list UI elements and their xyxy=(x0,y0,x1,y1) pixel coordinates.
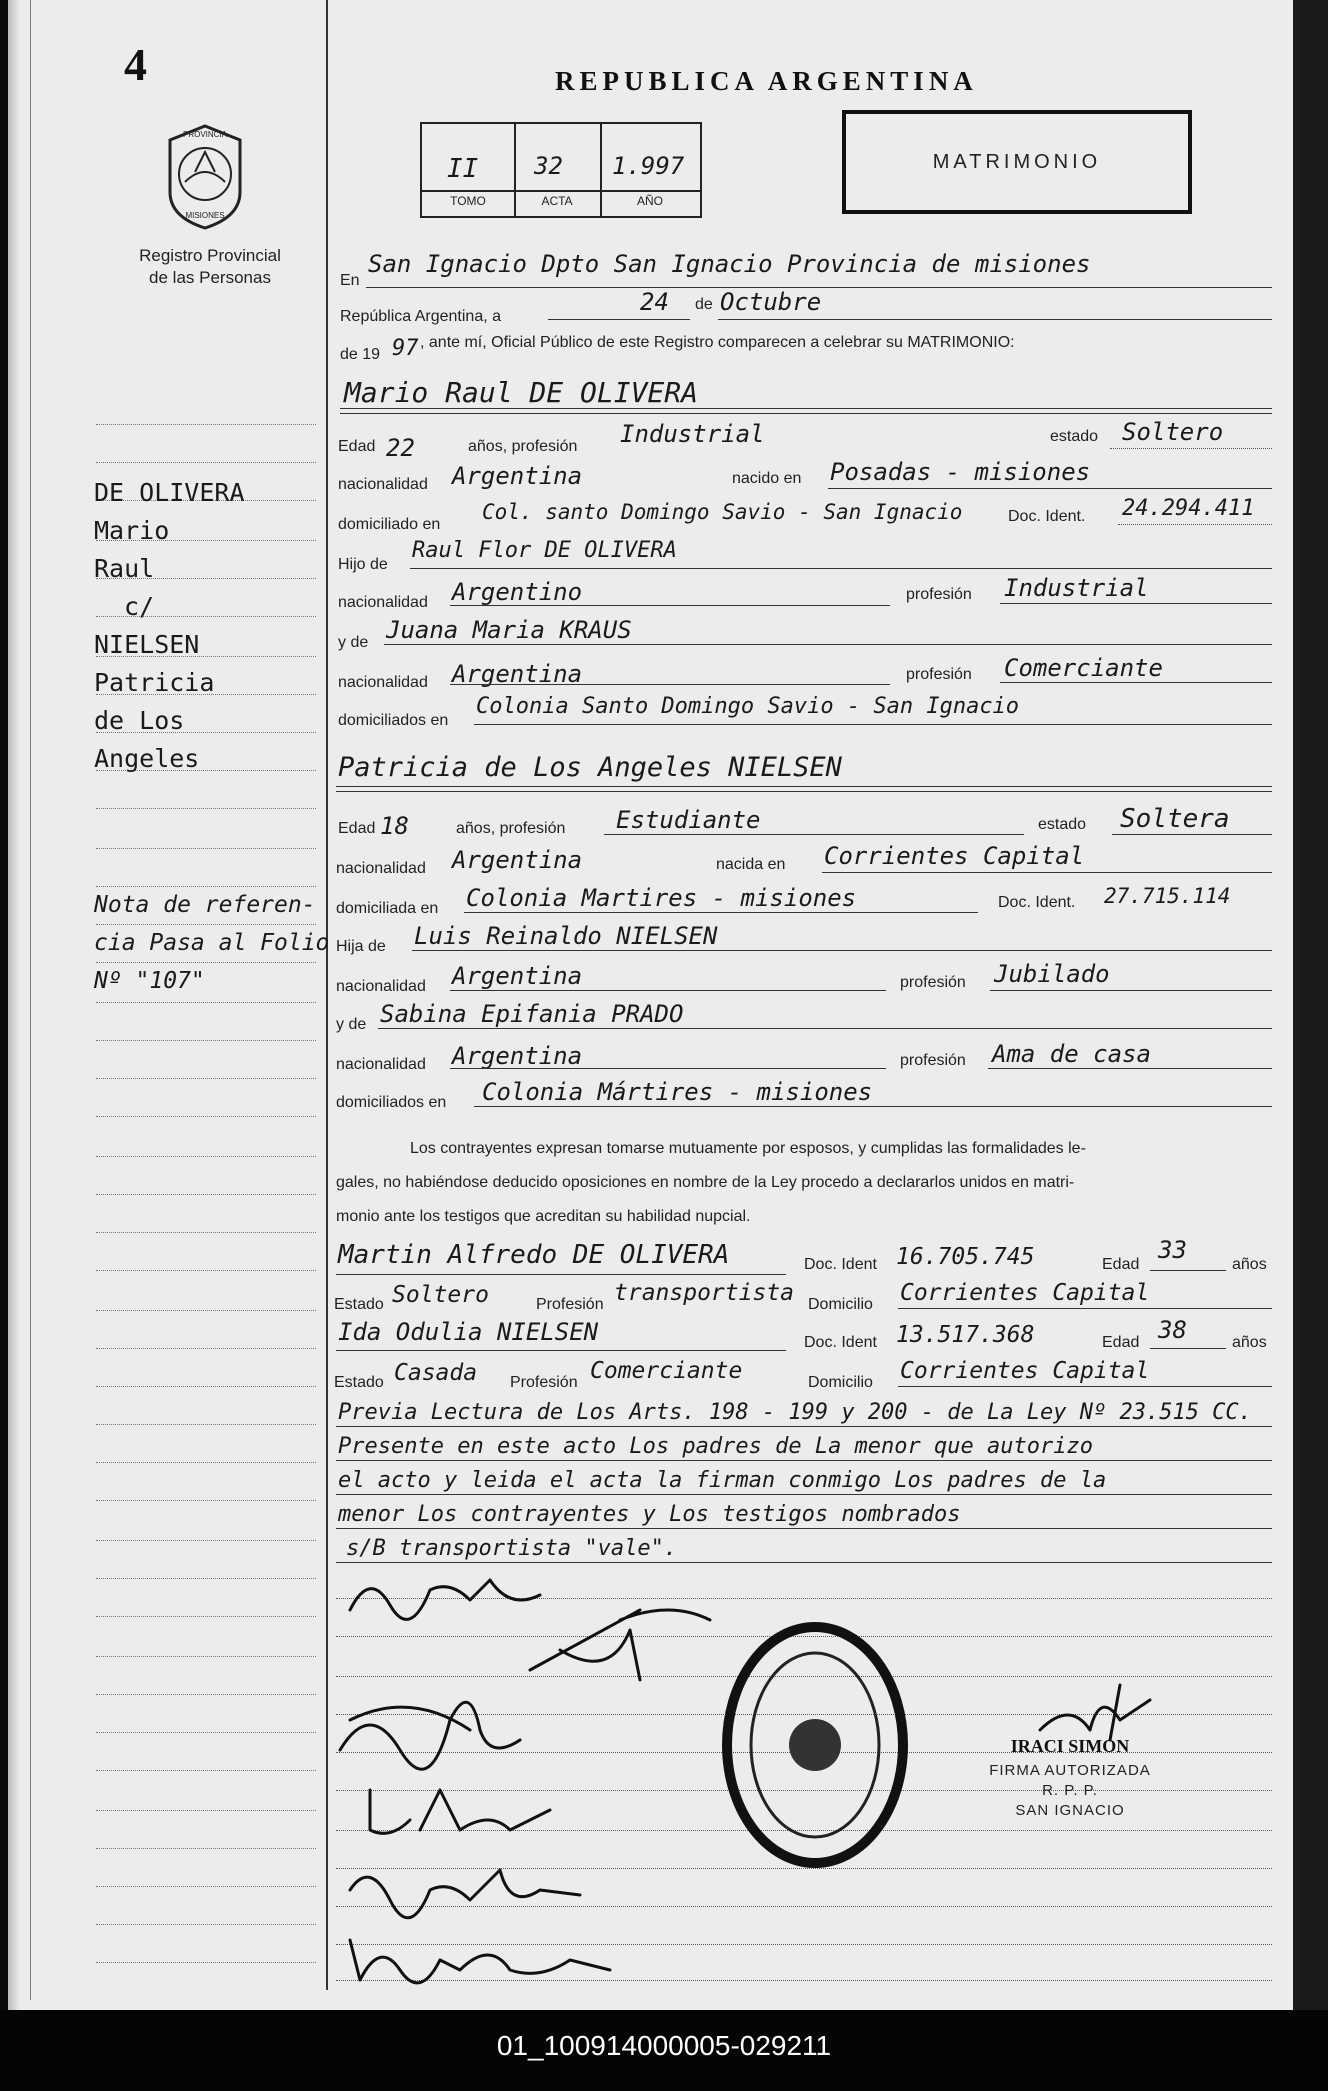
groom-father-profesion-label: profesión xyxy=(906,586,972,603)
ano-value: 1.997 xyxy=(612,152,685,180)
bride-nacionalidad-label: nacionalidad xyxy=(336,860,426,877)
document-type-box xyxy=(842,110,1192,214)
en-label: En xyxy=(340,272,360,289)
statement-paragraph xyxy=(336,1132,1272,1234)
groom-mother-nationality: Argentina xyxy=(452,660,583,688)
statement-line-2: gales, no habiéndose deducido oposiciones en nombre de la Ley procedo a declararlos unidos en matri- xyxy=(336,1174,1075,1191)
bride-birthplace: Corrientes Capital xyxy=(824,842,1085,870)
witness-1-estado-label: Estado xyxy=(334,1296,384,1313)
witness-1-address: Corrientes Capital xyxy=(900,1280,1150,1306)
signature-6 xyxy=(340,1920,620,1990)
groom-name: Mario Raul DE OLIVERA xyxy=(344,376,699,409)
document-type-label: MATRIMONIO xyxy=(932,150,1102,173)
official-office: R. P. P. xyxy=(1042,1782,1098,1799)
groom-mother-profesion-label: profesión xyxy=(906,666,972,683)
witness-2-address: Corrientes Capital xyxy=(900,1358,1150,1384)
record-box xyxy=(420,122,702,218)
bride-mother-profesion-label: profesión xyxy=(900,1052,966,1069)
left-edge-line xyxy=(30,0,31,2000)
witness-1-doc-label: Doc. Ident xyxy=(804,1256,877,1273)
witness-2-doc: 13.517.368 xyxy=(896,1322,1035,1348)
bride-edad-label: Edad xyxy=(338,820,376,837)
groom-domiciliados-label: domiciliados en xyxy=(338,712,449,729)
groom-edad-label: Edad xyxy=(338,438,376,455)
statement-line-3: monio ante los testigos que acreditan su habilidad nupcial. xyxy=(336,1208,751,1225)
de-label: de xyxy=(695,296,713,313)
groom-y-de-label: y de xyxy=(338,634,369,651)
bride-father-nationality-label: nacionalidad xyxy=(336,978,426,995)
registry-name-line1: Registro Provincial xyxy=(139,246,281,265)
witness-2-profession: Comerciante xyxy=(590,1358,743,1384)
bride-mother-name: Sabina Epifania PRADO xyxy=(380,1000,684,1028)
seal-bottom-text: MISIONES xyxy=(185,211,225,220)
groom-father-nationality-label: nacionalidad xyxy=(338,594,428,611)
reference-note-line-1: Nota de referen- xyxy=(94,892,316,918)
witness-1-age: 33 xyxy=(1158,1236,1187,1264)
witness-2-status: Casada xyxy=(394,1360,478,1386)
groom-nacido-label: nacido en xyxy=(732,470,802,487)
bride-doc-number: 27.715.114 xyxy=(1104,884,1231,908)
witness-1-name: Martin Alfredo DE OLIVERA xyxy=(338,1240,730,1270)
bride-mother-profession: Ama de casa xyxy=(992,1040,1151,1068)
bride-father-name: Luis Reinaldo NIELSEN xyxy=(414,922,718,950)
bride-parents-address: Colonia Mártires - misiones xyxy=(482,1078,873,1106)
bride-nationality: Argentina xyxy=(452,846,583,874)
witness-2-domicilio-label: Domicilio xyxy=(808,1374,873,1391)
signature-4 xyxy=(350,1770,570,1850)
official-stamp-icon xyxy=(720,1620,910,1870)
groom-mother-name: Juana Maria KRAUS xyxy=(386,616,632,644)
witness-1-profesion-label: Profesión xyxy=(536,1296,604,1313)
margin-name-line-7: de Los xyxy=(94,706,185,735)
country-title: REPUBLICA ARGENTINA xyxy=(555,66,978,96)
year-value: 97 xyxy=(392,336,419,361)
bride-profesion-label: años, profesión xyxy=(456,820,566,837)
note-line-4: menor Los contrayentes y Los testigos nombrados xyxy=(338,1502,961,1527)
margin-name-line-5: NIELSEN xyxy=(94,630,200,659)
note-line-5: s/B transportista "vale". xyxy=(346,1536,678,1561)
margin-name-line-3: Raul xyxy=(94,554,155,583)
bride-father-profession: Jubilado xyxy=(994,960,1110,988)
bride-mother-nationality-label: nacionalidad xyxy=(336,1056,426,1073)
bride-domiciliados-label: domiciliados en xyxy=(336,1094,447,1111)
bride-father-nationality: Argentina xyxy=(452,962,583,990)
day-value: 24 xyxy=(640,288,669,316)
witness-1-profession: transportista xyxy=(614,1280,795,1306)
witness-1-domicilio-label: Domicilio xyxy=(808,1296,873,1313)
witness-2-age: 38 xyxy=(1158,1316,1187,1344)
bride-age: 18 xyxy=(380,812,409,840)
statement-line-1: Los contrayentes expresan tomarse mutuamente por esposos, y cumplidas las formalidades le- xyxy=(410,1140,1086,1157)
groom-nationality: Argentina xyxy=(452,462,583,490)
witness-2-estado-label: Estado xyxy=(334,1374,384,1391)
witness-1-anos-label: años xyxy=(1232,1256,1267,1273)
groom-domiciliado-label: domiciliado en xyxy=(338,516,441,533)
margin-name-line-6: Patricia xyxy=(94,668,215,697)
bride-father-profesion-label: profesión xyxy=(900,974,966,991)
groom-nacionalidad-label: nacionalidad xyxy=(338,476,428,493)
seal-top-text: PROVINCIA xyxy=(182,130,228,139)
acta-label: ACTA xyxy=(541,194,573,208)
margin-names xyxy=(94,474,245,778)
witness-1-edad-label: Edad xyxy=(1102,1256,1140,1273)
bride-profession: Estudiante xyxy=(616,806,761,834)
month-value: Octubre xyxy=(720,288,822,316)
bride-mother-nationality: Argentina xyxy=(452,1042,583,1070)
witness-1-doc: 16.705.745 xyxy=(896,1244,1035,1270)
witness-2-edad-label: Edad xyxy=(1102,1334,1140,1351)
bride-address: Colonia Martires - misiones xyxy=(466,884,857,912)
groom-address: Col. santo Domingo Savio - San Ignacio xyxy=(482,500,963,524)
groom-father-nationality: Argentino xyxy=(452,578,583,606)
acta-value: 32 xyxy=(534,152,563,180)
groom-mother-profession: Comerciante xyxy=(1004,654,1163,682)
signature-3 xyxy=(330,1660,530,1780)
groom-hijo-label: Hijo de xyxy=(338,556,388,573)
bride-doc-label: Doc. Ident. xyxy=(998,894,1076,911)
official-name: IRACI SIMON xyxy=(1010,1736,1130,1756)
note-line-3: el acto y leida el acta la firman conmigo Los padres de la xyxy=(338,1468,1107,1493)
scan-edge xyxy=(1293,0,1328,2010)
reference-note-line-3: Nº "107" xyxy=(94,968,205,994)
groom-doc-label: Doc. Ident. xyxy=(1008,508,1086,525)
margin-reference-note xyxy=(94,886,329,1000)
bride-hija-label: Hija de xyxy=(336,938,386,955)
page-binding-shadow xyxy=(8,0,20,2010)
margin-name-line-4: c/ xyxy=(124,592,155,621)
bride-civil-status: Soltera xyxy=(1120,804,1230,834)
groom-father-name: Raul Flor DE OLIVERA xyxy=(412,538,677,563)
groom-birthplace: Posadas - misiones xyxy=(830,458,1091,486)
additional-notes xyxy=(338,1396,1252,1566)
tomo-value: II xyxy=(447,154,479,184)
groom-estado-label: estado xyxy=(1050,428,1099,445)
bride-nacida-label: nacida en xyxy=(716,856,786,873)
groom-mother-nationality-label: nacionalidad xyxy=(338,674,428,691)
official-location: SAN IGNACIO xyxy=(1015,1802,1125,1819)
margin-name-line-2: Mario xyxy=(94,516,170,545)
place-value: San Ignacio Dpto San Ignacio Provincia de misiones xyxy=(368,250,1091,278)
official-title: FIRMA AUTORIZADA xyxy=(989,1762,1151,1779)
witness-2-name: Ida Odulia NIELSEN xyxy=(338,1318,599,1346)
groom-profesion-label: años, profesión xyxy=(468,438,578,455)
margin-name-line-8: Angeles xyxy=(94,744,200,773)
bride-name: Patricia de Los Angeles NIELSEN xyxy=(338,752,842,783)
groom-doc-number: 24.294.411 xyxy=(1122,496,1255,521)
groom-father-profession: Industrial xyxy=(1004,574,1149,602)
province-seal-icon xyxy=(160,122,250,232)
groom-age: 22 xyxy=(386,434,415,462)
footer-document-id: 01_100914000005-029211 xyxy=(496,2030,832,2061)
year-prefix: de 19 xyxy=(340,346,381,363)
groom-parents-address: Colonia Santo Domingo Savio - San Ignacio xyxy=(476,694,1020,719)
groom-civil-status: Soltero xyxy=(1122,418,1224,446)
bride-domiciliada-label: domiciliada en xyxy=(336,900,439,917)
reference-note-line-2: cia Pasa al Folio xyxy=(94,930,330,956)
note-line-1: Previa Lectura de Los Arts. 198 - 199 y 200 - de La Ley Nº 23.515 CC. xyxy=(338,1400,1252,1425)
groom-profession: Industrial xyxy=(620,420,765,448)
witness-2-anos-label: años xyxy=(1232,1334,1267,1351)
registry-name-line2: de las Personas xyxy=(149,268,271,287)
witness-1-status: Soltero xyxy=(392,1282,489,1308)
witness-2-doc-label: Doc. Ident xyxy=(804,1334,877,1351)
margin-name-line-1: DE OLIVERA xyxy=(94,478,245,507)
witness-2-profesion-label: Profesión xyxy=(510,1374,578,1391)
registry-name xyxy=(100,245,320,289)
bride-estado-label: estado xyxy=(1038,816,1087,833)
note-line-2: Presente en este acto Los padres de La menor que autorizo xyxy=(338,1434,1093,1459)
signature-5 xyxy=(340,1850,600,1920)
intro-text: , ante mí, Oficial Público de este Registro comparecen a celebrar su MATRIMONIO: xyxy=(420,334,1015,351)
page-number: 4 xyxy=(124,39,147,90)
bride-y-de-label: y de xyxy=(336,1016,367,1033)
signature-2 xyxy=(520,1590,720,1690)
republica-label: República Argentina, a xyxy=(340,308,501,325)
tomo-label: TOMO xyxy=(450,194,486,208)
ano-label: AÑO xyxy=(636,194,663,208)
